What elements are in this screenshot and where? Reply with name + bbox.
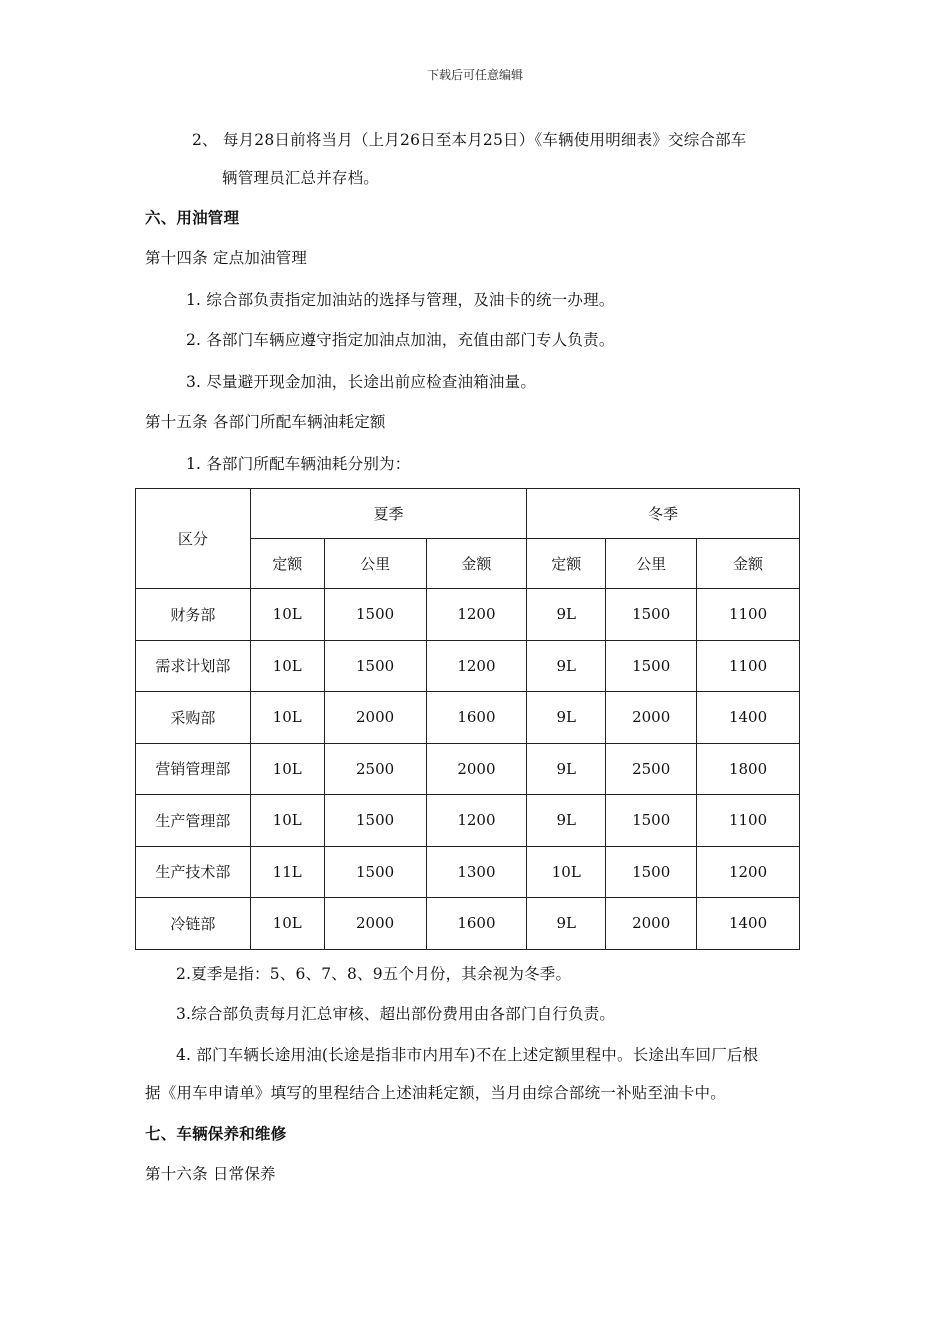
table-cell: 1500 [324,640,426,692]
table-cell: 2000 [324,692,426,744]
table-row [136,640,800,692]
table-cell: 1200 [426,640,527,692]
section-7-heading: 七、车辆保养和维修 [145,1125,287,1143]
table-cell: 10L [527,846,606,898]
table-cell: 2000 [426,743,527,795]
table-cell: 10L [250,795,324,847]
table-cell: 2500 [606,743,697,795]
table-cell: 1200 [426,795,527,847]
table-cell: 10L [250,898,324,950]
article-15-item-1: 1. 各部门所配车辆油耗分别为： [186,455,411,473]
dept-cell: 财务部 [136,589,251,641]
subheader-cell: 公里 [324,539,426,589]
article-14-item-3: 3. 尽量避开现金加油，长途出前应检查油箱油量。 [186,373,537,391]
article-15-title: 第十五条 各部门所配车辆油耗定额 [145,413,386,431]
table-cell: 1500 [324,589,426,641]
section-6-heading: 六、用油管理 [145,209,240,227]
table-cell: 1500 [606,589,697,641]
table-cell: 1600 [426,692,527,744]
table-row [136,795,800,847]
dept-cell: 生产技术部 [136,846,251,898]
table-cell: 9L [527,640,606,692]
table-cell: 1100 [697,589,800,641]
table-cell: 1200 [426,589,527,641]
table-cell: 1500 [606,795,697,847]
table-cell: 2000 [606,692,697,744]
table-cell: 1300 [426,846,527,898]
header-summer: 夏季 [250,489,527,539]
table-cell: 1100 [697,795,800,847]
item-2-line-2: 辆管理员汇总并存档。 [222,169,380,187]
table-cell: 1400 [697,692,800,744]
table-cell: 10L [250,640,324,692]
table-cell: 9L [527,898,606,950]
dept-cell: 采购部 [136,692,251,744]
table-cell: 2500 [324,743,426,795]
table-cell: 1500 [606,846,697,898]
table-cell: 1500 [606,640,697,692]
header-dept: 区分 [136,489,251,589]
dept-cell: 生产管理部 [136,795,251,847]
table-cell: 9L [527,589,606,641]
table-cell: 11L [250,846,324,898]
table-cell: 2000 [606,898,697,950]
table-row [136,846,800,898]
dept-cell: 需求计划部 [136,640,251,692]
table-cell: 10L [250,743,324,795]
dept-cell: 冷链部 [136,898,251,950]
table-row [136,743,800,795]
table-cell: 9L [527,795,606,847]
table-cell: 10L [250,692,324,744]
subheader-cell: 定额 [527,539,606,589]
table-cell: 9L [527,743,606,795]
header-winter: 冬季 [527,489,800,539]
dept-cell: 营销管理部 [136,743,251,795]
note-4-line-2: 据《用车申请单》填写的里程结合上述油耗定额，当月由综合部统一补贴至油卡中。 [145,1084,726,1102]
fuel-quota-table [135,488,800,950]
table-cell: 1200 [697,846,800,898]
note-2: 2.夏季是指：5、6、7、8、9五个月份，其余视为冬季。 [176,965,572,983]
table-cell: 1600 [426,898,527,950]
subheader-cell: 定额 [250,539,324,589]
article-14-title: 第十四条 定点加油管理 [145,249,308,267]
table-cell: 1500 [324,846,426,898]
table-row [136,692,800,744]
subheader-cell: 金额 [426,539,527,589]
table-cell: 10L [250,589,324,641]
page-header-note: 下载后可任意编辑 [426,68,523,82]
table-cell: 2000 [324,898,426,950]
table-cell: 1500 [324,795,426,847]
table-header-row [136,489,800,539]
subheader-cell: 公里 [606,539,697,589]
article-14-item-1: 1. 综合部负责指定加油站的选择与管理，及油卡的统一办理。 [186,291,615,309]
article-16-title: 第十六条 日常保养 [145,1165,276,1183]
table-cell: 9L [527,692,606,744]
table-cell: 1800 [697,743,800,795]
article-14-item-2: 2. 各部门车辆应遵守指定加油点加油，充值由部门专人负责。 [186,331,615,349]
subheader-cell: 金额 [697,539,800,589]
table-row [136,898,800,950]
table-cell: 1400 [697,898,800,950]
table-row [136,589,800,641]
item-2-line-1: 2、 每月28日前将当月（上月26日至本月25日）《车辆使用明细表》交综合部车 [192,131,747,149]
note-3: 3.综合部负责每月汇总审核、超出部份费用由各部门自行负责。 [176,1005,616,1023]
table-cell: 1100 [697,640,800,692]
note-4-line-1: 4. 部门车辆长途用油(长途是指非市内用车)不在上述定额里程中。长途出车回厂后根 [176,1046,759,1064]
